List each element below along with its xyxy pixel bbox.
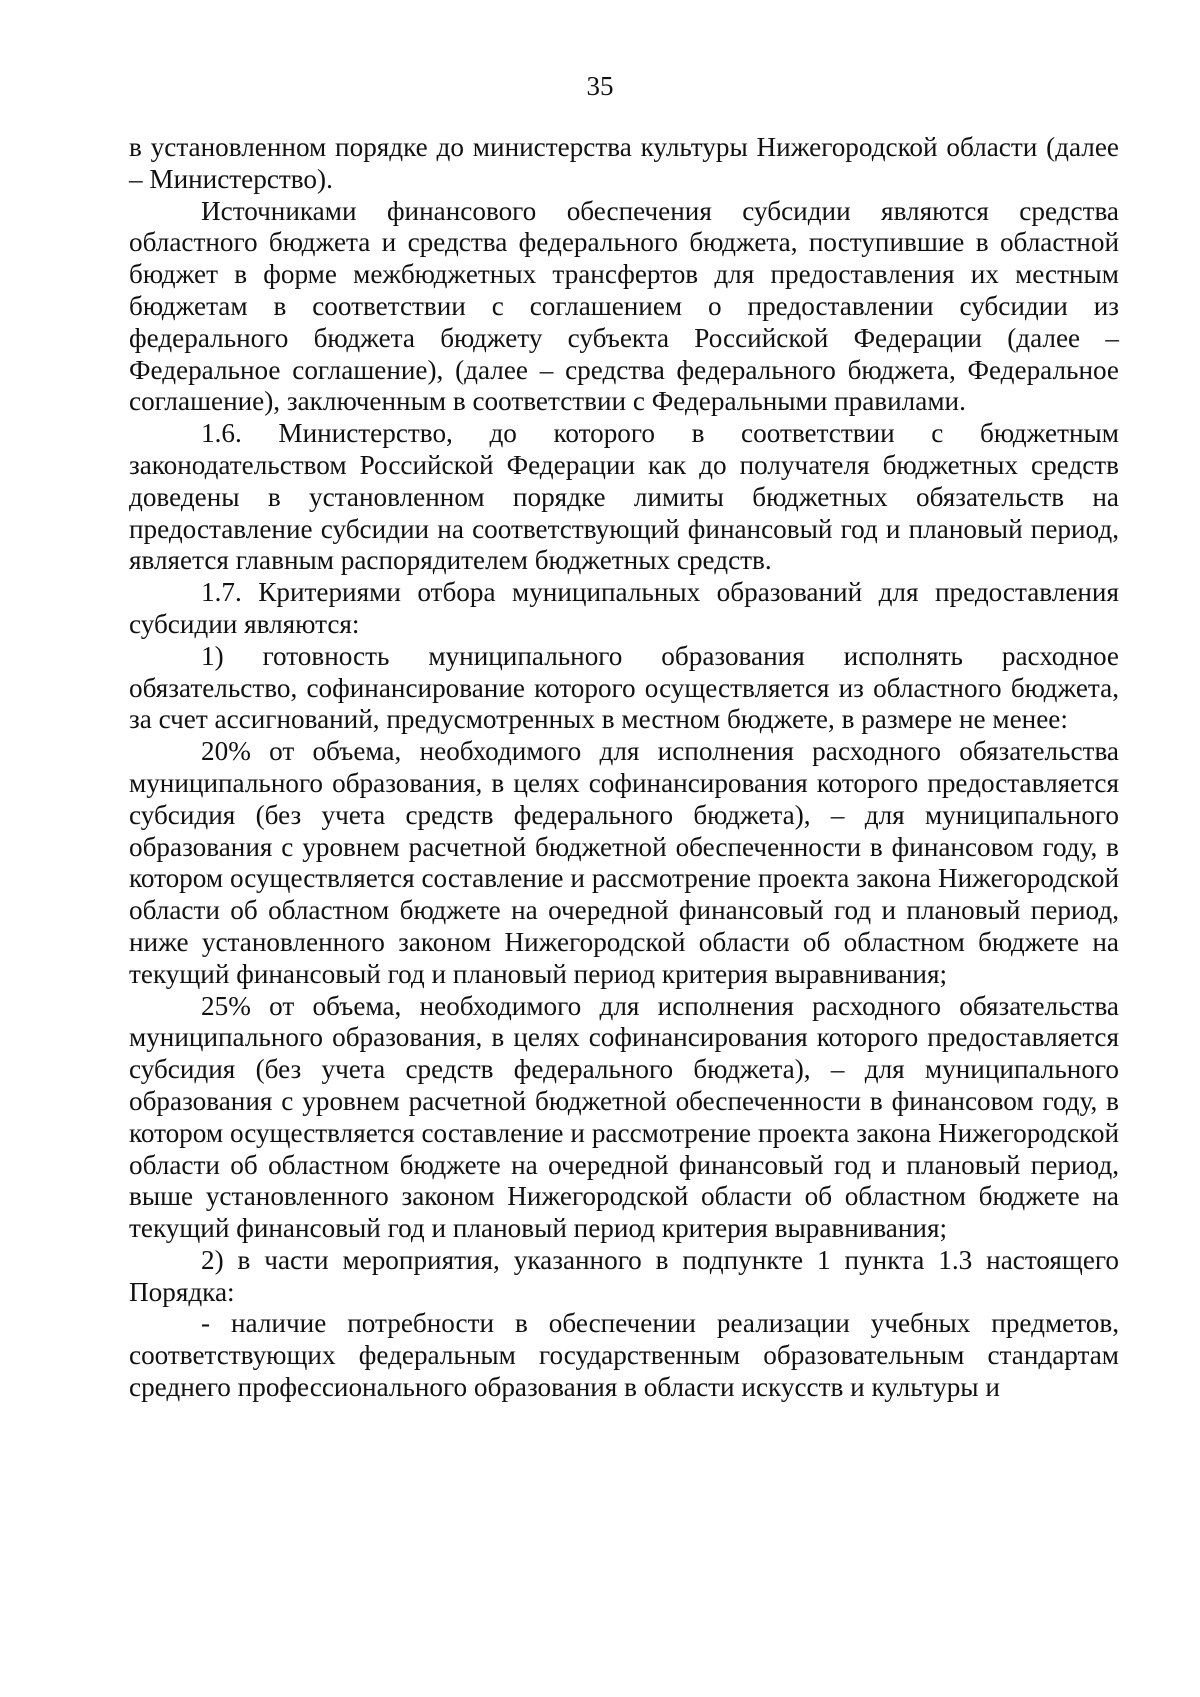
paragraph-1-7: 1.7. Критериями отбора муниципальных образований для предоставления субсидии являются: (129, 577, 1119, 639)
paragraph-criterion-2: 2) в части мероприятия, указанного в подпункте 1 пункта 1.3 настоящего Порядка: (129, 1244, 1119, 1307)
page-number: 35 (586, 71, 614, 101)
paragraph-continuation: в установленном порядке до министерства культуры Нижегородской области (далее – Министерство). (129, 132, 1119, 194)
paragraph-criterion-1: 1) готовность муниципального образования исполнять расходное обязательство, софинансирование которого осуществляется из областного бюджета, за счет ассигнований, предусмотренных в местном бюджете, в размере не менее: (129, 640, 1119, 735)
paragraph-20-percent: 20% от объема, необходимого для исполнения расходного обязательства муниципального образования, в целях софинансирования которого предоставляется субсидия (без учета средств федерального бюджета), – для муниципального образования с уровнем расчетной бюджетной обеспеченности в финансовом году, в котором осуществляется составление и рассмотрение проекта закона Нижегородской области об областном бюджете на очередной финансовый год и плановый период, ниже установленного законом Нижегородской области об областном бюджете на текущий финансовый год и плановый период критерия выравнивания; (129, 736, 1119, 989)
paragraph-1-6: 1.6. Министерство, до которого в соответствии с бюджетным законодательством Российской Федерации как до получателя бюджетных средств доведены в установленном порядке лимиты бюджетных обязательств на предоставление субсидии на соответствующий финансовый год и плановый период, является главным распорядителем бюджетных средств. (129, 418, 1119, 576)
document-body (129, 132, 1119, 1404)
paragraph-funding-sources: Источниками финансового обеспечения субсидии являются средства областного бюджета и средства федерального бюджета, поступившие в областной бюджет в форме межбюджетных трансфертов для предоставления их местным бюджетам в соответствии с соглашением о предоставлении субсидии из федерального бюджета бюджету субъекта Российской Федерации (далее – Федеральное соглашение), (далее – средства федерального бюджета, Федеральное соглашение), заключенным в соответствии с Федеральными правилами. (129, 195, 1119, 417)
paragraph-need-item: - наличие потребности в обеспечении реализации учебных предметов, соответствующих федеральным государственным образовательным стандартам среднего профессионального образования в области искусств и культуры и (129, 1308, 1119, 1403)
paragraph-25-percent: 25% от объема, необходимого для исполнения расходного обязательства муниципального образования, в целях софинансирования которого предоставляется субсидия (без учета средств федерального бюджета), – для муниципального образования с уровнем расчетной бюджетной обеспеченности в финансовом году, в котором осуществляется составление и рассмотрение проекта закона Нижегородской области об областном бюджете на очередной финансовый год и плановый период, выше установленного законом Нижегородской области об областном бюджете на текущий финансовый год и плановый период критерия выравнивания; (129, 990, 1119, 1244)
